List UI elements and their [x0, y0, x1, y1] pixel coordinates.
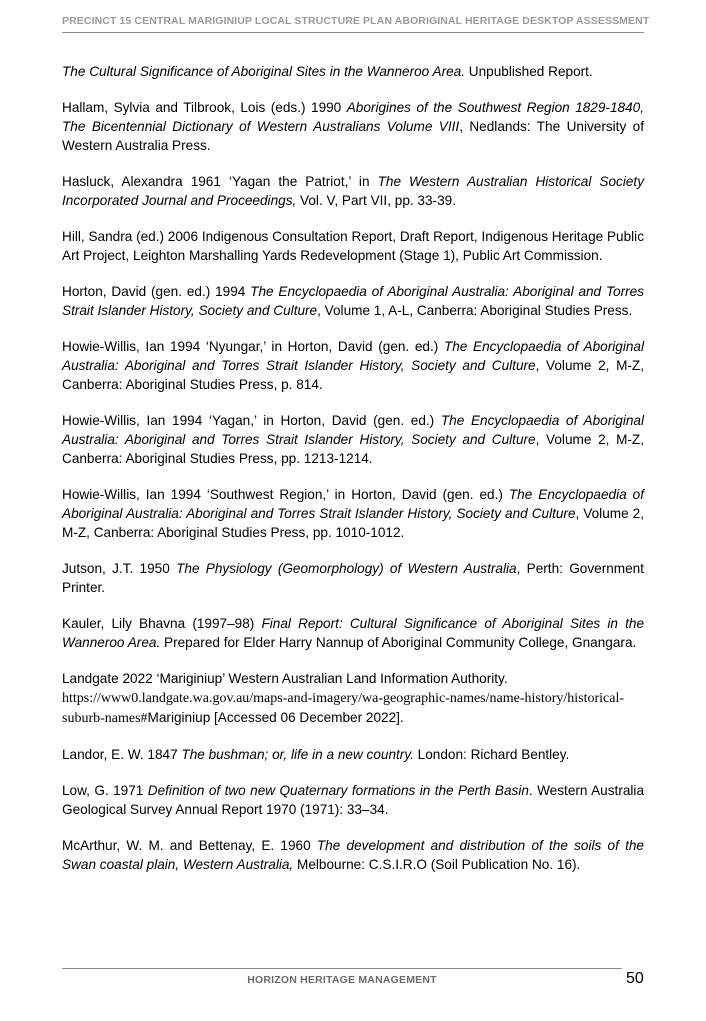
reference-entry — [62, 485, 644, 542]
reference-title: Final Report: Cultural Significance of Aboriginal Sites in the Wanneroo Area. — [62, 616, 645, 650]
reference-text: London: Richard Bentley. — [413, 747, 570, 762]
reference-text: , Perth: Government Printer. — [62, 561, 644, 595]
reference-text: Low, G. 1971 — [62, 783, 148, 798]
running-header: PRECINCT 15 CENTRAL MARIGINIUP LOCAL STRUCTURE PLAN ABORIGINAL HERITAGE DESKTOP ASSESSMENT — [62, 15, 650, 27]
footer-divider — [62, 968, 622, 969]
reference-text: Landor, E. W. 1847 — [62, 747, 182, 762]
reference-entry — [62, 559, 644, 597]
reference-entry — [62, 669, 644, 728]
reference-text: , Volume 1, A-L, Canberra: Aboriginal Studies Press. — [317, 303, 633, 318]
reference-text: , Nedlands: The University of Western Australia Press. — [62, 119, 644, 153]
reference-entry — [62, 614, 644, 652]
reference-title: The Cultural Significance of Aboriginal Sites in the Wanneroo Area. — [62, 64, 465, 79]
reference-text: , Volume 2, M-Z, Canberra: Aboriginal Studies Press, pp. 1010-1012. — [62, 506, 644, 540]
reference-title: The Western Australian Historical Society Incorporated Journal and Proceedings, — [62, 174, 644, 208]
reference-text: Howie-Willis, Ian 1994 ‘Nyungar,’ in Horton, David (gen. ed.) — [62, 339, 444, 354]
reference-entry — [62, 172, 644, 210]
reference-text: , Volume 2, M-Z, Canberra: Aboriginal Studies Press, p. 814. — [62, 358, 645, 392]
reference-text: Hallam, Sylvia and Tilbrook, Lois (eds.) 1990 — [62, 100, 347, 115]
reference-text: Howie-Willis, Ian 1994 ‘Southwest Region,’ in Horton, David (gen. ed.) — [62, 487, 509, 502]
reference-entry — [62, 411, 644, 468]
reference-text: Vol. V, Part VII, pp. 33-39. — [296, 193, 456, 208]
footer-organization: HORIZON HERITAGE MANAGEMENT — [247, 974, 437, 986]
reference-entry — [62, 781, 644, 819]
reference-text: . Western Australia Geological Survey Annual Report 1970 (1971): 33–34. — [62, 783, 645, 817]
reference-text: Jutson, J.T. 1950 — [62, 561, 177, 576]
reference-text: Hill, Sandra (ed.) 2006 Indigenous Consultation Report, Draft Report, Indigenous Heritage Public Art Project, Leighton Marshalling Yards Redevelopment (Stage 1), Public Art Commission. — [62, 229, 644, 263]
reference-entry — [62, 282, 644, 320]
reference-text: Kauler, Lily Bhavna (1997–98) — [62, 616, 262, 631]
reference-entry — [62, 98, 644, 155]
reference-title: The Encyclopaedia of Aboriginal Australia: Aboriginal and Torres Strait Islander History, Society and Culture — [62, 487, 644, 521]
header-divider — [62, 32, 644, 33]
reference-entry — [62, 745, 644, 764]
reference-entry — [62, 337, 644, 394]
reference-url: https://www0.landgate.wa.gov.au/maps-and-imagery/wa-geographic-names/name-history/historical-suburb-names# — [62, 691, 625, 726]
reference-entry — [62, 836, 644, 874]
reference-text: McArthur, W. M. and Bettenay, E. 1960 — [62, 838, 317, 853]
reference-text: Hasluck, Alexandra 1961 ‘Yagan the Patriot,’ in — [62, 174, 378, 189]
reference-entry — [62, 227, 644, 265]
reference-text: Prepared for Elder Harry Nannup of Aboriginal Community College, Gnangara. — [160, 635, 637, 650]
reference-title: The bushman; or, life in a new country. — [181, 747, 414, 762]
reference-title: Definition of two new Quaternary formations in the Perth Basin — [147, 783, 529, 798]
reference-text: Horton, David (gen. ed.) 1994 — [62, 284, 251, 299]
reference-entry — [62, 62, 644, 81]
page-number: 50 — [626, 970, 644, 987]
reference-title: The development and distribution of the soils of the Swan coastal plain, Western Australia, — [62, 838, 644, 872]
reference-text: Melbourne: C.S.I.R.O (Soil Publication No. 16). — [293, 857, 581, 872]
reference-text: Mariginiup [Accessed 06 December 2022]. — [147, 710, 404, 725]
reference-text: , Volume 2, M-Z, Canberra: Aboriginal Studies Press, pp. 1213-1214. — [62, 432, 645, 466]
reference-text: Howie-Willis, Ian 1994 ‘Yagan,’ in Horton, David (gen. ed.) — [62, 413, 441, 428]
reference-text: Unpublished Report. — [465, 64, 593, 79]
reference-title: The Encyclopaedia of Aboriginal Australia: Aboriginal and Torres Strait Islander History, Society and Culture — [62, 284, 644, 318]
reference-title: The Encyclopaedia of Aboriginal Australia: Aboriginal and Torres Strait Islander History, Society and Culture — [62, 413, 644, 447]
reference-title: The Physiology (Geomorphology) of Western Australia — [176, 561, 517, 576]
reference-title: Aborigines of the Southwest Region 1829-1840, The Bicentennial Dictionary of Western Australians Volume VIII — [62, 100, 644, 134]
reference-text: Landgate 2022 ‘Mariginiup’ Western Australian Land Information Authority. — [62, 671, 508, 686]
reference-list — [62, 62, 644, 891]
reference-title: The Encyclopaedia of Aboriginal Australia: Aboriginal and Torres Strait Islander History, Society and Culture — [62, 339, 644, 373]
